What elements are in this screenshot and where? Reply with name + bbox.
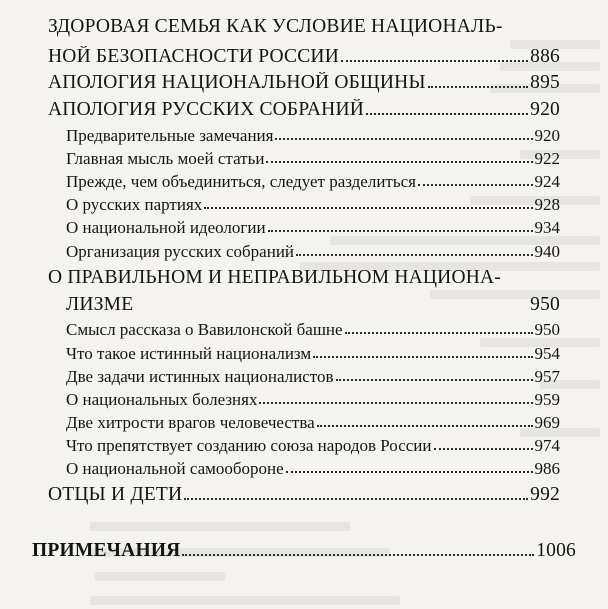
toc-entry-title: АПОЛОГИЯ НАЦИОНАЛЬНОЙ ОБЩИНЫ <box>48 72 426 93</box>
toc-subentry-title: О национальных болезнях <box>66 390 258 409</box>
leader-dots <box>275 138 532 140</box>
toc-subentry-title: О национальной идеологии <box>66 218 266 237</box>
leader-dots <box>434 448 533 450</box>
toc-entry-title: АПОЛОГИЯ РУССКИХ СОБРАНИЙ <box>48 99 365 120</box>
toc-subentry[interactable] <box>66 172 560 192</box>
leader-dots <box>345 332 533 334</box>
leader-dots <box>268 230 533 232</box>
toc-page-number: 959 <box>534 390 560 409</box>
toc-entry[interactable] <box>48 484 560 506</box>
toc-page-number: 986 <box>534 459 560 478</box>
toc-page-number: 920 <box>530 99 560 120</box>
leader-dots <box>317 425 533 427</box>
leader-dots <box>182 554 534 556</box>
toc-subentry[interactable] <box>66 126 560 146</box>
toc-subentry-title: О русских партиях <box>66 195 203 214</box>
toc-entry-title: НОЙ БЕЗОПАСНОСТИ РОССИИ <box>48 46 339 67</box>
leader-dots <box>296 254 532 256</box>
toc-page-number: 922 <box>534 149 560 168</box>
toc-subentry-title: Смысл рассказа о Вавилонской башне <box>66 320 343 339</box>
leader-dots <box>286 471 533 473</box>
leader-dots <box>418 184 533 186</box>
toc-subentry[interactable] <box>66 320 560 340</box>
toc-page-number: 957 <box>534 367 560 386</box>
toc-subentry[interactable] <box>66 149 560 169</box>
toc-subentry[interactable] <box>66 390 560 410</box>
toc-page-number: 950 <box>530 294 560 315</box>
toc-page-number: 969 <box>534 413 560 432</box>
toc-notes-entry[interactable] <box>32 540 576 562</box>
toc-subentry[interactable] <box>66 459 560 479</box>
toc-subentry-title: Предварительные замечания <box>66 126 274 145</box>
leader-dots <box>366 113 528 115</box>
toc-subentry-title: Прежде, чем объединиться, следует разделиться <box>66 172 416 191</box>
toc-entry[interactable] <box>66 294 560 316</box>
toc-entry-title: ПРИМЕЧАНИЯ <box>32 540 181 561</box>
leader-dots <box>313 356 532 358</box>
toc-subentry[interactable] <box>66 218 560 238</box>
toc-entry-title-line1: ЗДОРОВАЯ СЕМЬЯ КАК УСЛОВИЕ НАЦИОНАЛЬ- <box>48 16 503 37</box>
toc-page-number: 886 <box>530 46 560 67</box>
toc-entry-title-line1: О ПРАВИЛЬНОМ И НЕПРАВИЛЬНОМ НАЦИОНА- <box>48 267 501 288</box>
toc-page-number: 992 <box>530 484 560 505</box>
toc-subentry[interactable] <box>66 367 560 387</box>
toc-subentry-title: Что препятствует созданию союза народов России <box>66 436 432 455</box>
toc-page-number: 895 <box>530 72 560 93</box>
toc-subentry-title: Организация русских собраний <box>66 242 295 261</box>
toc-subentry-title: Что такое истинный национализм <box>66 344 312 363</box>
toc-page-number: 924 <box>534 172 560 191</box>
toc-page-number: 928 <box>534 195 560 214</box>
leader-dots <box>266 161 532 163</box>
toc-subentry[interactable] <box>66 242 560 262</box>
leader-dots <box>428 86 528 88</box>
toc-page-number: 974 <box>534 436 560 455</box>
toc-subentry[interactable] <box>66 436 560 456</box>
toc-subentry[interactable] <box>66 195 560 215</box>
toc-page-number: 934 <box>534 218 560 237</box>
leader-dots <box>341 60 528 62</box>
toc-page-number: 950 <box>534 320 560 339</box>
toc-subentry-title: О национальной самообороне <box>66 459 284 478</box>
toc-subentry-title: Главная мысль моей статьи <box>66 149 265 168</box>
toc-subentry[interactable] <box>66 413 560 433</box>
toc-entry[interactable] <box>48 46 560 68</box>
toc-subentry-title: Две хитрости врагов человечества <box>66 413 315 432</box>
toc-page-number: 1006 <box>536 540 576 561</box>
toc-entry[interactable] <box>48 99 560 121</box>
toc-subentry-title: Две задачи истинных националистов <box>66 367 334 386</box>
toc-page-number: 940 <box>534 242 560 261</box>
leader-dots <box>184 498 528 500</box>
toc-entry-title: ОТЦЫ И ДЕТИ <box>48 484 183 505</box>
toc-page-number: 954 <box>534 344 560 363</box>
leader-dots <box>259 402 532 404</box>
toc-entry-title: ЛИЗМЕ <box>66 294 134 315</box>
toc-subentry[interactable] <box>66 344 560 364</box>
leader-dots <box>204 207 532 209</box>
toc-page-number: 920 <box>534 126 560 145</box>
toc-entry[interactable] <box>48 72 560 94</box>
leader-dots <box>336 379 533 381</box>
